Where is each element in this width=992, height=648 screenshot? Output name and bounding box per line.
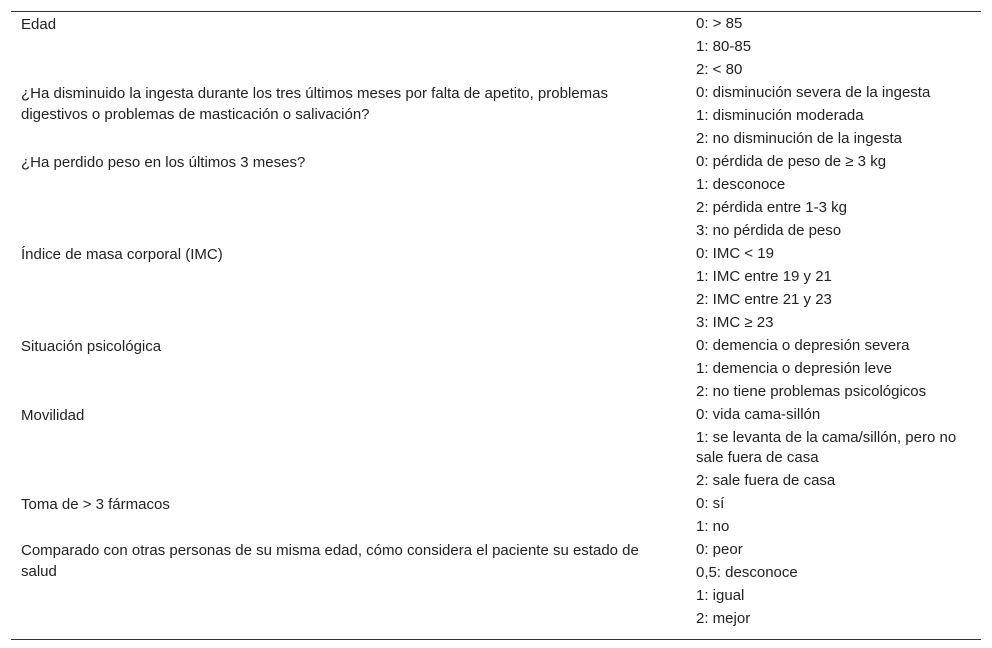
question-cell — [11, 404, 686, 493]
question-text: Movilidad — [21, 407, 85, 424]
options-cell — [686, 335, 981, 404]
option-text: 0: demencia o depresión severa — [696, 337, 910, 354]
option-text: 2: IMC entre 21 y 23 — [696, 291, 832, 308]
option-text: 2: no disminución de la ingesta — [696, 130, 902, 147]
table-row — [11, 151, 981, 243]
question-cell — [11, 151, 686, 243]
option-text: 0: sí — [696, 495, 725, 512]
table-row — [11, 243, 981, 335]
question-text: Índice de masa corporal (IMC) — [21, 246, 223, 263]
option-text: 3: no pérdida de peso — [696, 222, 842, 239]
question-cell — [11, 82, 686, 151]
options-cell — [686, 13, 981, 82]
assessment-table — [11, 11, 981, 640]
option-text: 0,5: desconoce — [696, 564, 798, 581]
option-text: 1: 80-85 — [696, 38, 752, 55]
option-text: 1: se levanta de la cama/sillón, pero no sale fuera de casa — [696, 429, 957, 466]
option-text: 0: pérdida de peso de ≥ 3 kg — [696, 153, 887, 170]
question-cell — [11, 335, 686, 404]
question-text: Edad — [21, 16, 57, 33]
question-text: ¿Ha perdido peso en los últimos 3 meses? — [21, 154, 306, 171]
question-cell — [11, 539, 686, 631]
table-row — [11, 82, 981, 151]
option-text: 0: > 85 — [696, 15, 743, 32]
question-cell — [11, 493, 686, 539]
options-cell — [686, 151, 981, 243]
option-text: 0: vida cama-sillón — [696, 406, 821, 423]
option-text: 0: peor — [696, 541, 743, 558]
question-text: Situación psicológica — [21, 338, 162, 355]
option-text: 3: IMC ≥ 23 — [696, 314, 774, 331]
question-cell — [11, 13, 686, 82]
option-text: 1: igual — [696, 587, 745, 604]
option-text: 1: IMC entre 19 y 21 — [696, 268, 832, 285]
option-text: 1: disminución moderada — [696, 107, 864, 124]
table-bottom-rule — [11, 639, 981, 640]
options-cell — [686, 243, 981, 335]
table-body — [11, 12, 981, 631]
option-text: 2: < 80 — [696, 61, 743, 78]
table-row — [11, 335, 981, 404]
option-text: 2: sale fuera de casa — [696, 472, 836, 489]
table-row — [11, 493, 981, 539]
question-text: ¿Ha disminuido la ingesta durante los tres últimos meses por falta de apetito, problemas digestivos o problemas de masticación o salivación? — [21, 85, 608, 123]
option-text: 1: no — [696, 518, 730, 535]
question-text: Comparado con otras personas de su misma edad, cómo considera el paciente su estado de salud — [21, 542, 639, 580]
options-cell — [686, 404, 981, 493]
options-cell — [686, 493, 981, 539]
options-cell — [686, 82, 981, 151]
question-cell — [11, 243, 686, 335]
options-cell — [686, 539, 981, 631]
table-row — [11, 13, 981, 82]
option-text: 2: pérdida entre 1-3 kg — [696, 199, 847, 216]
option-text: 2: no tiene problemas psicológicos — [696, 383, 927, 400]
question-text: Toma de > 3 fármacos — [21, 496, 170, 513]
option-text: 0: IMC < 19 — [696, 245, 774, 262]
option-text: 1: desconoce — [696, 176, 786, 193]
table-row — [11, 404, 981, 493]
table-row — [11, 539, 981, 631]
option-text: 0: disminución severa de la ingesta — [696, 84, 931, 101]
option-text: 1: demencia o depresión leve — [696, 360, 892, 377]
option-text: 2: mejor — [696, 610, 751, 627]
